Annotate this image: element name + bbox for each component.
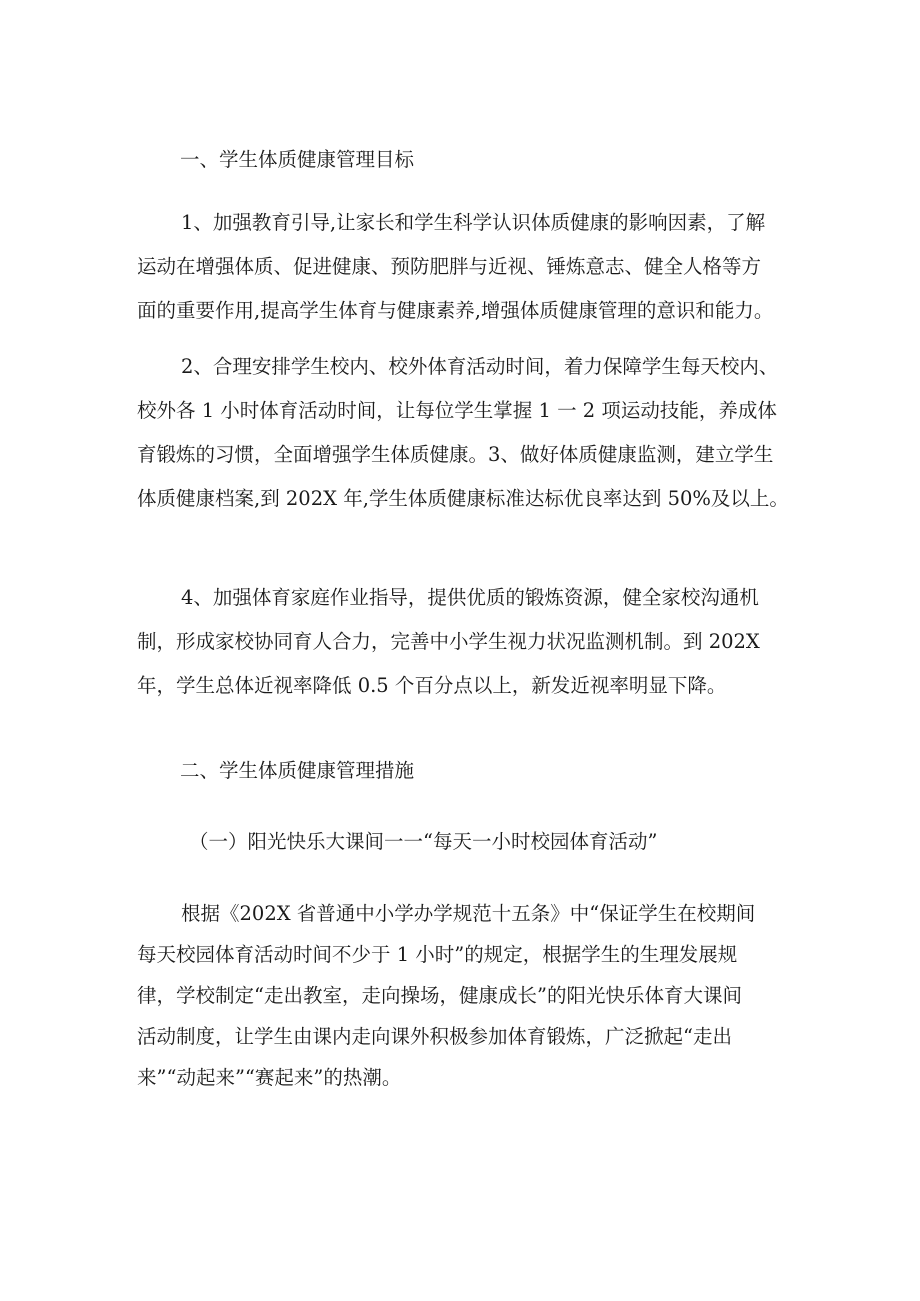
paragraph-line: 来”“动起来”“赛起来”的热潮。 — [137, 1066, 402, 1089]
paragraph-line: 律，学校制定“走出教室，走向操场，健康成长”的阳光快乐体育大课间 — [137, 984, 742, 1007]
paragraph-activity-time — [137, 355, 797, 511]
paragraph-line: 运动在增强体质、促进健康、预防肥胖与近视、锤炼意志、健全人格等方 — [137, 255, 762, 278]
section-heading-goals: 一、学生体质健康管理目标 — [180, 148, 415, 171]
section-heading-measures: 二、学生体质健康管理措施 — [180, 759, 415, 782]
paragraph-line: 体质健康档案,到 202X 年,学生体质健康标准达标优良率达到 50%及以上。 — [137, 487, 789, 510]
paragraph-sunshine-break — [137, 902, 797, 1090]
paragraph-homework-guidance — [137, 586, 797, 698]
paragraph-line: 面的重要作用,提高学生体育与健康素养,增强体质健康管理的意识和能力。 — [137, 299, 774, 322]
paragraph-line: 每天校园体育活动时间不少于 1 小时”的规定，根据学生的生理发展规 — [137, 943, 738, 966]
paragraph-line: 根据《202X 省普通中小学办学规范十五条》中“保证学生在校期间 — [181, 902, 756, 925]
subsection-heading-sunshine-break: （一）阳光快乐大课间一一“每天一小时校园体育活动” — [189, 830, 658, 853]
paragraph-line: 校外各 1 小时体育活动时间，让每位学生掌握 1 一 2 项运动技能，养成体 — [137, 399, 777, 422]
paragraph-line: 2、合理安排学生校内、校外体育活动时间，着力保障学生每天校内、 — [181, 355, 779, 378]
paragraph-line: 活动制度，让学生由课内走向课外积极参加体育锻炼，广泛掀起“走出 — [137, 1025, 732, 1048]
paragraph-education-guidance — [137, 211, 797, 323]
paragraph-line: 1、加强教育引导,让家长和学生科学认识体质健康的影响因素，了解 — [181, 211, 766, 234]
paragraph-line: 育锻炼的习惯，全面增强学生体质健康。3、做好体质健康监测，建立学生 — [137, 443, 774, 466]
paragraph-line: 制，形成家校协同育人合力，完善中小学生视力状况监测机制。到 202X — [137, 630, 760, 653]
paragraph-line: 年，学生总体近视率降低 0.5 个百分点以上，新发近视率明显下降。 — [137, 674, 727, 697]
paragraph-line: 4、加强体育家庭作业指导，提供优质的锻炼资源，健全家校沟通机 — [181, 586, 759, 609]
